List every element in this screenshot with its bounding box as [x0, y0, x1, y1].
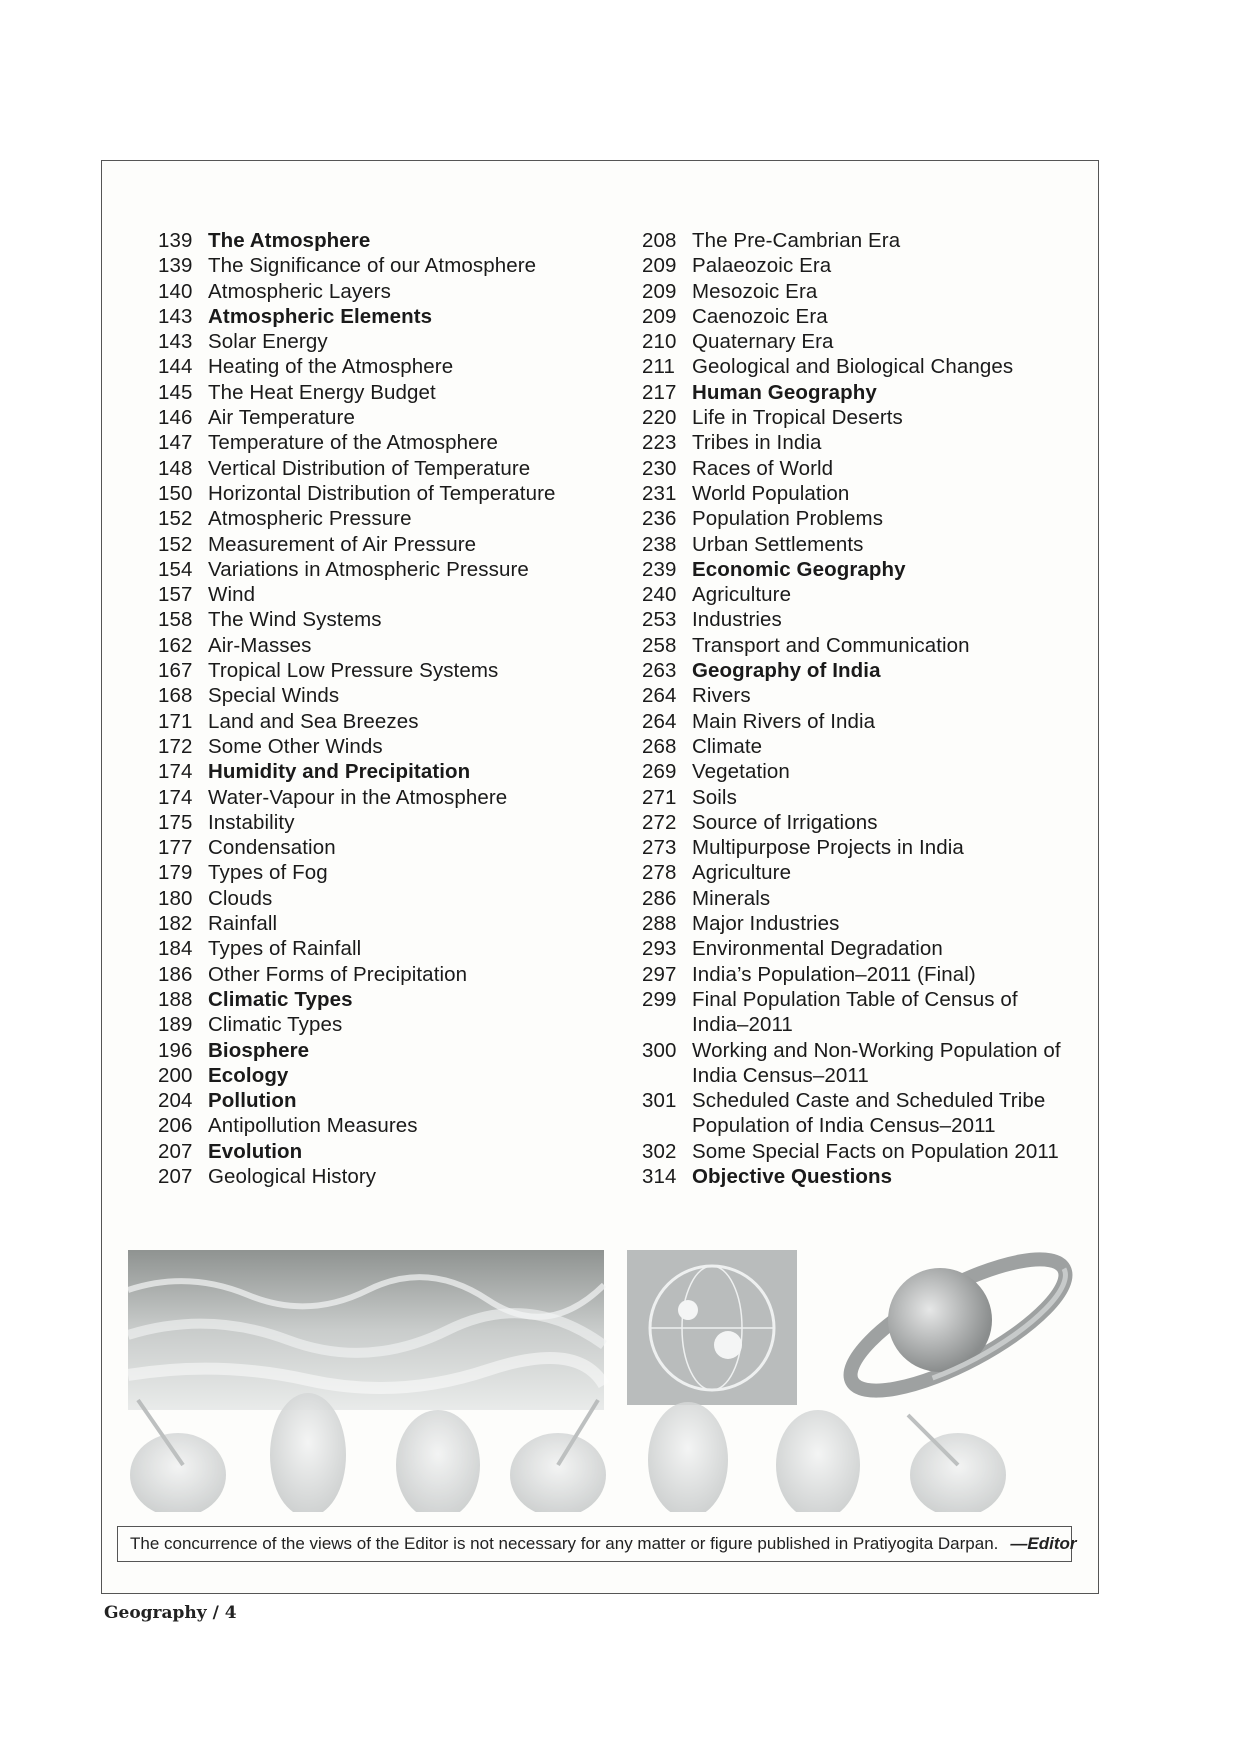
toc-entry [158, 911, 618, 936]
toc-entry [158, 936, 618, 961]
toc-title: Some Other Winds [208, 734, 383, 758]
decorative-illustration [128, 1250, 1074, 1512]
toc-entry [642, 633, 1072, 658]
toc-page-number: 238 [642, 532, 677, 556]
toc-page-number: 144 [158, 355, 193, 379]
toc-page-number: 268 [642, 734, 677, 758]
toc-title: Transport and Communication [692, 633, 970, 657]
toc-entry [158, 1012, 618, 1037]
satellite-dish-row [130, 1393, 1006, 1512]
toc-page-number: 168 [158, 684, 193, 708]
toc-page-number: 196 [158, 1038, 193, 1062]
toc-page-number: 172 [158, 734, 193, 758]
toc-entry [158, 683, 618, 708]
toc-entry [642, 734, 1072, 759]
planet-ring-icon [834, 1250, 1074, 1415]
toc-entry [158, 886, 618, 911]
toc-page-number: 174 [158, 760, 193, 784]
toc-title: Heating of the Atmosphere [208, 355, 454, 379]
toc-title: Main Rivers of India [692, 709, 876, 733]
toc-page-number: 175 [158, 810, 193, 834]
toc-title: Climatic Types [208, 1013, 343, 1037]
toc-page-number: 217 [642, 380, 677, 404]
toc-page-number: 211 [642, 355, 675, 379]
toc-entry [158, 633, 618, 658]
toc-entry [158, 405, 618, 430]
toc-title: Evolution [208, 1139, 303, 1163]
toc-title: Races of World [692, 456, 834, 480]
toc-page-number: 146 [158, 406, 193, 430]
toc-title: Climatic Types [208, 987, 353, 1011]
toc-page-number: 301 [642, 1089, 677, 1113]
toc-entry [158, 329, 618, 354]
toc-entry [642, 936, 1072, 961]
toc-title: Geological and Biological Changes [692, 355, 1014, 379]
toc-entry [642, 658, 1072, 683]
toc-title: Atmospheric Pressure [208, 507, 412, 531]
toc-page-number: 186 [158, 962, 193, 986]
toc-entry [642, 329, 1072, 354]
toc-entry [642, 835, 1072, 860]
toc-entry [158, 759, 618, 784]
toc-entry [642, 759, 1072, 784]
toc-title: Atmospheric Elements [208, 304, 433, 328]
toc-page-number: 207 [158, 1164, 193, 1188]
toc-page-number: 148 [158, 456, 193, 480]
toc-entry [642, 253, 1072, 278]
toc-title: Water-Vapour in the Atmosphere [208, 785, 508, 809]
toc-page-number: 272 [642, 810, 677, 834]
toc-title: Palaeozoic Era [692, 254, 832, 278]
toc-title: Urban Settlements [692, 532, 864, 556]
toc-title: Variations in Atmospheric Pressure [208, 557, 529, 581]
toc-page-number: 174 [158, 785, 193, 809]
toc-page-number: 297 [642, 962, 677, 986]
toc-page-number: 253 [642, 608, 677, 632]
toc-title: The Significance of our Atmosphere [208, 254, 537, 278]
toc-page-number: 209 [642, 304, 677, 328]
toc-entry [158, 279, 618, 304]
toc-title: Tropical Low Pressure Systems [208, 659, 499, 683]
toc-entry [158, 658, 618, 683]
toc-page-number: 286 [642, 886, 677, 910]
toc-page-number: 139 [158, 229, 193, 252]
toc-entry [642, 1088, 1072, 1139]
toc-entry [158, 1088, 618, 1113]
toc-title: Instability [208, 810, 295, 834]
toc-title: Biosphere [208, 1038, 310, 1062]
toc-title: Solar Energy [208, 330, 328, 354]
toc-page-number: 200 [158, 1063, 193, 1087]
toc-entry [642, 557, 1072, 582]
toc-page-number: 293 [642, 937, 677, 961]
toc-page-number: 208 [642, 229, 677, 252]
toc-page-number: 209 [642, 254, 677, 278]
toc-page-number: 139 [158, 254, 193, 278]
toc-title: The Atmosphere [208, 229, 371, 252]
toc-page-number: 162 [158, 633, 193, 657]
toc-page-number: 240 [642, 583, 677, 607]
toc-page-number: 171 [158, 709, 193, 733]
toc-entry [158, 835, 618, 860]
toc-title: Special Winds [208, 684, 340, 708]
toc-entry [158, 607, 618, 632]
toc-title: Horizontal Distribution of Temperature [208, 481, 556, 505]
toc-page-number: 189 [158, 1013, 193, 1037]
toc-page-number: 158 [158, 608, 193, 632]
toc-title: Pollution [208, 1089, 297, 1113]
toc-page-number: 300 [642, 1038, 677, 1062]
toc-entry [642, 911, 1072, 936]
toc-entry [158, 532, 618, 557]
toc-title: Agriculture [692, 861, 792, 885]
toc-title: The Heat Energy Budget [208, 380, 436, 404]
toc-page-number: 140 [158, 279, 193, 303]
toc-entry [642, 1164, 1072, 1189]
toc-title: Condensation [208, 836, 336, 860]
toc-page-number: 157 [158, 583, 193, 607]
toc-title: Population Problems [692, 507, 884, 531]
toc-page-number: 177 [158, 836, 193, 860]
toc-page-number: 273 [642, 836, 677, 860]
toc-title: Source of Irrigations [692, 810, 878, 834]
toc-entry [642, 279, 1072, 304]
toc-page-number: 143 [158, 304, 193, 328]
toc-title: Vertical Distribution of Temperature [208, 456, 531, 480]
toc-title: Major Industries [692, 912, 840, 936]
toc-title: Air Temperature [208, 406, 355, 430]
toc-page-number: 271 [642, 785, 677, 809]
editor-signature: —Editor [1010, 1534, 1077, 1553]
toc-page-number: 204 [158, 1089, 193, 1113]
toc-entry [642, 683, 1072, 708]
toc-page-number: 223 [642, 431, 677, 455]
toc-entry [158, 1038, 618, 1063]
toc-title: The Pre-Cambrian Era [692, 229, 901, 252]
toc-title: Human Geography [692, 380, 877, 404]
toc-entry [642, 228, 1072, 253]
toc-page-number: 167 [158, 659, 193, 683]
toc-entry [642, 607, 1072, 632]
toc-title: Types of Fog [208, 861, 328, 885]
toc-page-number: 264 [642, 709, 677, 733]
toc-page-number: 236 [642, 507, 677, 531]
toc-page-number: 288 [642, 912, 677, 936]
toc-entry [158, 709, 618, 734]
page-footer: Geography / 4 [104, 1603, 237, 1623]
toc-page-number: 147 [158, 431, 193, 455]
toc-entry [158, 582, 618, 607]
toc-page-number: 258 [642, 633, 677, 657]
toc-page-number: 239 [642, 557, 677, 581]
toc-title: Rainfall [208, 912, 278, 936]
toc-title: Wind [208, 583, 256, 607]
toc-title: Scheduled Caste and Scheduled Tribe Population of India Census–2011 [692, 1089, 1046, 1138]
toc-title: Minerals [692, 886, 771, 910]
toc-title: Mesozoic Era [692, 279, 818, 303]
toc-title: Measurement of Air Pressure [208, 532, 477, 556]
toc-entry [642, 456, 1072, 481]
toc-title: Environmental Degradation [692, 937, 943, 961]
toc-title: Agriculture [692, 583, 792, 607]
toc-page-number: 188 [158, 987, 193, 1011]
toc-page-number: 206 [158, 1114, 193, 1138]
toc-entry [158, 304, 618, 329]
contents-left-column [158, 228, 618, 1189]
toc-entry [642, 886, 1072, 911]
toc-page-number: 152 [158, 532, 193, 556]
toc-title: Geological History [208, 1164, 377, 1188]
toc-page-number: 207 [158, 1139, 193, 1163]
toc-page-number: 302 [642, 1139, 677, 1163]
toc-title: Ecology [208, 1063, 289, 1087]
toc-title: Geography of India [692, 659, 881, 683]
toc-title: Final Population Table of Census of India–2011 [692, 987, 1018, 1037]
toc-entry [158, 380, 618, 405]
toc-entry [642, 304, 1072, 329]
toc-title: Life in Tropical Deserts [692, 406, 903, 430]
toc-entry [642, 1038, 1072, 1089]
editor-disclaimer [117, 1526, 1077, 1562]
toc-entry [158, 506, 618, 531]
toc-title: Rivers [692, 684, 751, 708]
toc-title: Economic Geography [692, 557, 906, 581]
toc-entry [642, 1139, 1072, 1164]
toc-entry [158, 734, 618, 759]
toc-title: Temperature of the Atmosphere [208, 431, 499, 455]
toc-title: Humidity and Precipitation [208, 760, 471, 784]
toc-entry [158, 785, 618, 810]
toc-entry [642, 430, 1072, 455]
toc-title: The Wind Systems [208, 608, 382, 632]
toc-title: Types of Rainfall [208, 937, 362, 961]
toc-entry [158, 987, 618, 1012]
toc-title: Multipurpose Projects in India [692, 836, 964, 860]
toc-entry [158, 1164, 618, 1189]
contents-right-column [642, 228, 1072, 1189]
toc-entry [642, 506, 1072, 531]
toc-title: Land and Sea Breezes [208, 709, 419, 733]
toc-page-number: 278 [642, 861, 677, 885]
toc-entry [158, 557, 618, 582]
toc-page-number: 143 [158, 330, 193, 354]
toc-page-number: 180 [158, 886, 193, 910]
toc-page-number: 145 [158, 380, 193, 404]
toc-page-number: 269 [642, 760, 677, 784]
toc-page-number: 182 [158, 912, 193, 936]
toc-entry [158, 810, 618, 835]
toc-entry [158, 481, 618, 506]
toc-page-number: 209 [642, 279, 677, 303]
toc-title: India’s Population–2011 (Final) [692, 962, 976, 986]
toc-entry [158, 1063, 618, 1088]
toc-title: Vegetation [692, 760, 790, 784]
toc-page-number: 299 [642, 987, 677, 1011]
toc-page-number: 150 [158, 481, 193, 505]
disclaimer-text: The concurrence of the views of the Editor is not necessary for any matter or figure published in Pratiyogita Darpan. [130, 1534, 999, 1553]
toc-entry [642, 354, 1072, 379]
toc-entry [158, 962, 618, 987]
toc-entry [158, 228, 618, 253]
toc-page-number: 264 [642, 684, 677, 708]
toc-entry [158, 860, 618, 885]
toc-page-number: 184 [158, 937, 193, 961]
toc-page-number: 220 [642, 406, 677, 430]
toc-page-number: 179 [158, 861, 193, 885]
toc-entry [642, 582, 1072, 607]
toc-entry [158, 456, 618, 481]
toc-entry [642, 785, 1072, 810]
toc-entry [158, 354, 618, 379]
toc-title: World Population [692, 481, 850, 505]
toc-title: Air-Masses [208, 633, 312, 657]
toc-page-number: 152 [158, 507, 193, 531]
toc-title: Other Forms of Precipitation [208, 962, 468, 986]
toc-page-number: 230 [642, 456, 677, 480]
toc-entry [158, 253, 618, 278]
toc-title: Quaternary Era [692, 330, 834, 354]
toc-entry [642, 709, 1072, 734]
toc-title: Climate [692, 734, 763, 758]
toc-entry [642, 405, 1072, 430]
toc-page-number: 210 [642, 330, 677, 354]
toc-entry [642, 860, 1072, 885]
toc-title: Some Special Facts on Population 2011 [692, 1139, 1059, 1163]
toc-entry [158, 430, 618, 455]
toc-entry [642, 481, 1072, 506]
toc-entry [642, 532, 1072, 557]
toc-entry [642, 810, 1072, 835]
toc-title: Industries [692, 608, 782, 632]
toc-title: Atmospheric Layers [208, 279, 391, 303]
toc-title: Caenozoic Era [692, 304, 828, 328]
toc-entry [158, 1113, 618, 1138]
toc-title: Objective Questions [692, 1164, 893, 1188]
toc-title: Tribes in India [692, 431, 822, 455]
toc-entry [642, 987, 1072, 1038]
toc-title: Antipollution Measures [208, 1114, 418, 1138]
toc-title: Soils [692, 785, 737, 809]
toc-entry [642, 380, 1072, 405]
toc-entry [642, 962, 1072, 987]
toc-page-number: 263 [642, 659, 677, 683]
toc-title: Clouds [208, 886, 273, 910]
toc-entry [158, 1139, 618, 1164]
toc-page-number: 314 [642, 1164, 677, 1188]
toc-page-number: 154 [158, 557, 193, 581]
toc-title: Working and Non-Working Population of India Census–2011 [692, 1038, 1061, 1087]
toc-page-number: 231 [642, 481, 677, 505]
